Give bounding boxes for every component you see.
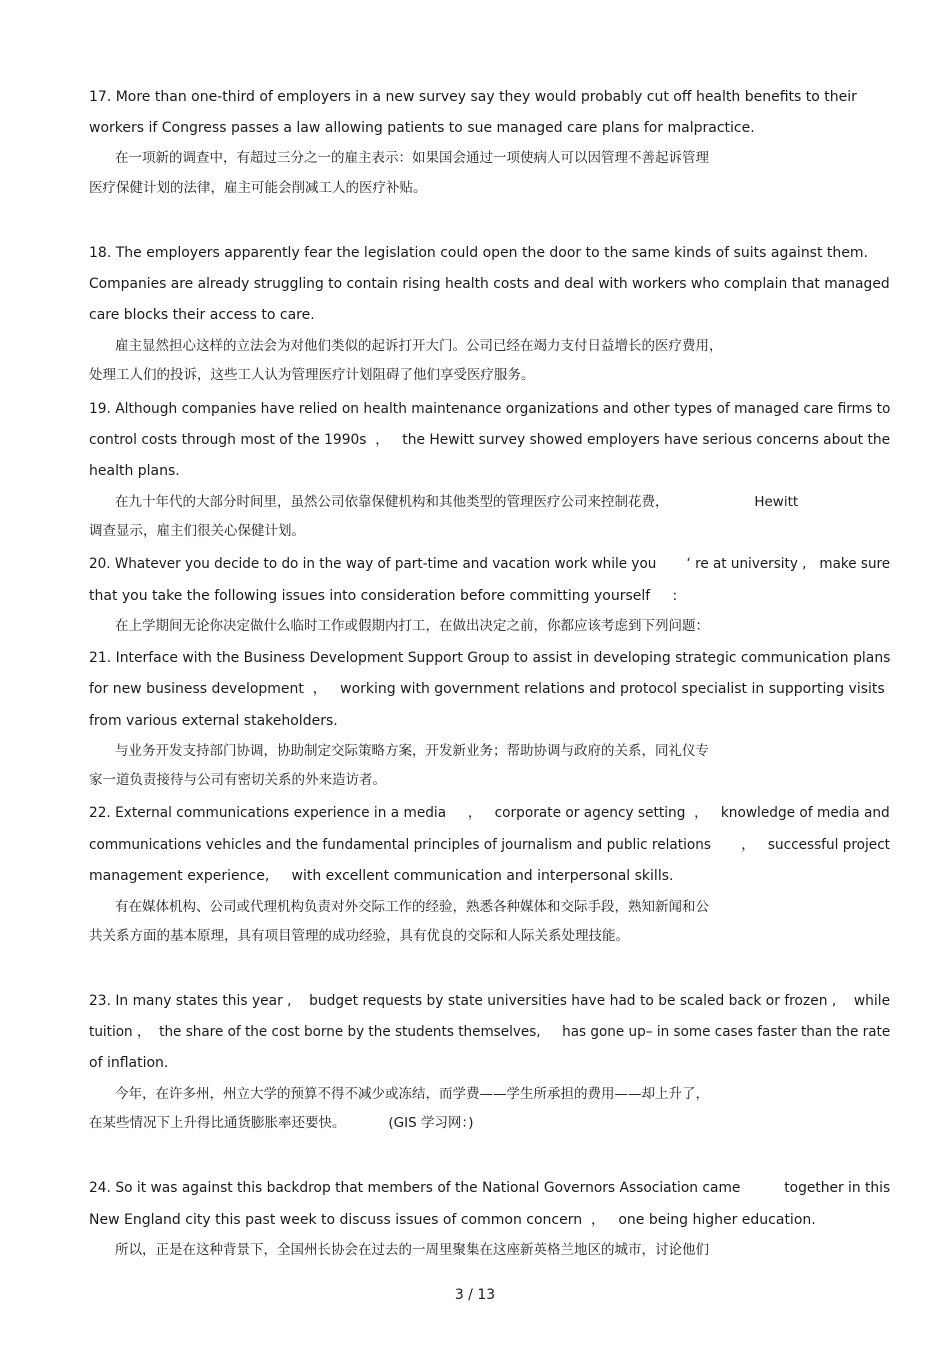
item-18-zh-line-2: 处理工人们的投诉，这些工人认为管理医疗计划阻碍了他们享受医疗服务。 <box>89 367 535 383</box>
item-23-zh-line-1: 今年，在许多州，州立大学的预算不得不减少或冻结，而学费——学生所承担的费用——却上升了， <box>115 1086 709 1102</box>
item-21-en-line-3: from various external stakeholders. <box>89 713 338 729</box>
item-18-en-line-3: care blocks their access to care. <box>89 307 315 323</box>
item-17-zh-line-1: 在一项新的调查中，有超过三分之一的雇主表示：如果国会通过一项使病人可以因管理不善起诉管理 <box>115 150 709 166</box>
item-19-zh-line-2: 调查显示，雇主们很关心保健计划。 <box>89 523 305 539</box>
item-23-en-line-1: 23. In many states this year , budget requests by state universities have had to be scaled back or frozen , while <box>89 993 891 1009</box>
item-17-en-line-1: 17. More than one-third of employers in a new survey say they would probably cut off health benefits to their <box>89 89 857 105</box>
item-21-zh-line-2: 家一道负责接待与公司有密切关系的外来造访者。 <box>89 772 386 788</box>
item-21-zh-line-1: 与业务开发支持部门协调，协助制定交际策略方案，开发新业务；帮助协调与政府的关系，同礼仪专 <box>115 743 709 759</box>
item-17-en-line-2: workers if Congress passes a law allowing patients to sue managed care plans for malpractice. <box>89 120 755 136</box>
item-22-en-line-1: 22. External communications experience in a media ， corporate or agency setting ， knowledge of media and <box>89 805 890 821</box>
item-21-en-line-2: for new business development ， working with government relations and protocol specialist in supporting visits <box>89 681 885 697</box>
item-18-en-line-2: Companies are already struggling to contain rising health costs and deal with workers who complain that managed <box>89 276 890 292</box>
item-22-zh-line-1: 有在媒体机构、公司或代理机构负责对外交际工作的经验，熟悉各种媒体和交际手段，熟知新闻和公 <box>115 899 709 915</box>
item-22-en-line-3: management experience, with excellent communication and interpersonal skills. <box>89 868 674 884</box>
item-19-zh-line-1: 在九十年代的大部分时间里，虽然公司依靠保健机构和其他类型的管理医疗公司来控制花费， Hewitt <box>115 494 799 510</box>
item-19-en-line-2: control costs through most of the 1990s ， the Hewitt survey showed employers have serious concerns about the <box>89 432 891 448</box>
item-24-zh-line-1: 所以，正是在这种背景下，全国州长协会在过去的一周里聚集在这座新英格兰地区的城市，讨论他们 <box>115 1242 709 1258</box>
item-21-en-line-1: 21. Interface with the Business Development Support Group to assist in developing strategic communication plans <box>89 650 891 666</box>
item-22-en-line-2: communications vehicles and the fundamental principles of journalism and public relations ， successful project <box>89 837 891 853</box>
item-24-en-line-2: New England city this past week to discuss issues of common concern ， one being higher education. <box>89 1212 816 1228</box>
item-20-en-line-2: that you take the following issues into consideration before committing yourself : <box>89 588 678 604</box>
item-19-en-line-1: 19. Although companies have relied on health maintenance organizations and other types of managed care firms to <box>89 401 891 417</box>
item-18-zh-line-1: 雇主显然担心这样的立法会为对他们类似的起诉打开大门。公司已经在竭力支付日益增长的医疗费用， <box>115 338 723 354</box>
item-23-en-line-2: tuition ， the share of the cost borne by the students themselves, has gone up– in some cases faster than the rate <box>89 1024 891 1040</box>
item-24-en-line-1: 24. So it was against this backdrop that members of the National Governors Association came together in this <box>89 1180 891 1196</box>
item-22-zh-line-2: 共关系方面的基本原理，具有项目管理的成功经验，具有优良的交际和人际关系处理技能。 <box>89 928 629 944</box>
item-23-zh-line-2: 在某些情况下上升得比通货膨胀率还要快。 (GIS 学习网：) <box>89 1115 474 1131</box>
item-19-en-line-3: health plans. <box>89 463 180 479</box>
item-20-zh-line-1: 在上学期间无论你决定做什么临时工作或假期内打工，在做出决定之前，你都应该考虑到下列问题： <box>115 618 709 634</box>
item-20-en-line-1: 20. Whatever you decide to do in the way of part-time and vacation work while you ‘ re at university , make sure <box>89 556 891 572</box>
item-23-en-line-3: of inflation. <box>89 1055 169 1071</box>
item-17-zh-line-2: 医疗保健计划的法律，雇主可能会削减工人的医疗补贴。 <box>89 180 427 196</box>
page-number: 3 / 13 <box>454 1287 496 1303</box>
item-18-en-line-1: 18. The employers apparently fear the legislation could open the door to the same kinds of suits against them. <box>89 245 868 261</box>
